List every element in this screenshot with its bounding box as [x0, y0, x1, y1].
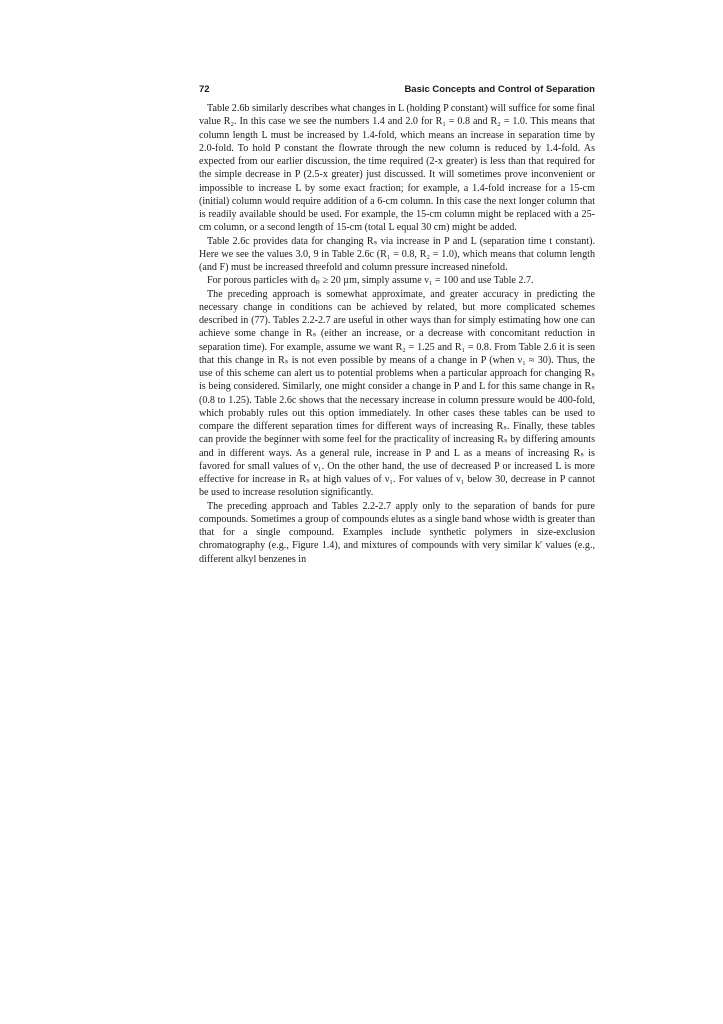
- body-text: [199, 102, 595, 566]
- running-title: Basic Concepts and Control of Separation: [404, 84, 595, 95]
- paragraph-table-2-6c: Table 2.6c provides data for changing Rₛ via increase in P and L (separation time t constant). Here we see the values 3.0, 9 in Table 2.6c (R₁ = 0.8, R₂ = 1.0), which means that column length (and F) must be increased threefold and column pressure increased ninefold.: [199, 235, 595, 273]
- running-header: [199, 84, 595, 98]
- paragraph-pure-compounds: The preceding approach and Tables 2.2-2.7 apply only to the separation of bands for pure compounds. Sometimes a group of compounds elutes as a single band whose width is greater than that for a single compound. Examples include synthetic polymers in size-exclusion chromatography (e.g., Figure 1.4), and mixtures of compounds with very similar k′ values (e.g., different alkyl benzenes in: [199, 500, 595, 565]
- paragraph-preceding-approach: The preceding approach is somewhat approximate, and greater accuracy in predicting the necessary change in conditions can be achieved by related, but more complicated schemes described in (77). Tables 2.2-2.7 are useful in other ways than for simply estimating how one can achieve some change in Rₛ (either an increase, or a decrease with concomitant reduction in separation time). For example, assume we want R₂ = 1.25 and R₁ = 0.8. From Table 2.6 it is seen that this change in Rₛ is not even possible by means of a change in P (when ν₁ ≈ 30). Thus, the use of this scheme can alert us to potential problems when a particular approach for changing Rₛ is being considered. Similarly, one might consider a change in P and L for this same change in Rₛ (0.8 to 1.25). Table 2.6c shows that the necessary increase in column pressure would be 400-fold, which probably rules out this option immediately. In other cases these tables can be used to compare the different separation times for different ways of increasing Rₛ. Finally, these tables can provide the beginner with some feel for the practicality of increasing Rₛ by differing amounts and in different ways. As a general rule, increase in P and L as a means of increasing Rₛ is favored for small values of ν₁. On the other hand, the use of decreased P or increased L is more effective for increase in Rₛ at high values of ν₁. For values of ν₁ below 30, decrease in P cannot be used to increase resolution significantly.: [199, 288, 595, 499]
- paragraph-porous-particles: For porous particles with dₚ ≥ 20 µm, simply assume ν₁ = 100 and use Table 2.7.: [207, 275, 534, 287]
- book-page: [199, 84, 595, 566]
- page-number: 72: [199, 84, 210, 95]
- paragraph-table-2-6b: Table 2.6b similarly describes what changes in L (holding P constant) will suffice for some final value R₂. In this case we see the numbers 1.4 and 2.0 for R₁ = 0.8 and R₂ = 1.0. This means that column length L must be increased by 1.4-fold, which means an increase in separation time by 2.0-fold. To hold P constant the flowrate through the new column is reduced by 1.4-fold. As expected from our earlier discussion, the time required (2-x greater) is less than that required for the simple decrease in P (2.5-x greater) just discussed. It will sometimes prove inconvenient or impossible to increase L by some exact fraction; for example, a 1.4-fold increase for a 15-cm (initial) column would require addition of a 6-cm column. In this case the next longer column that is readily available should be used. For example, the 15-cm column might be replaced with a 25-cm column, or a second length of 15-cm (total L equal 30 cm) might be added.: [199, 103, 595, 234]
